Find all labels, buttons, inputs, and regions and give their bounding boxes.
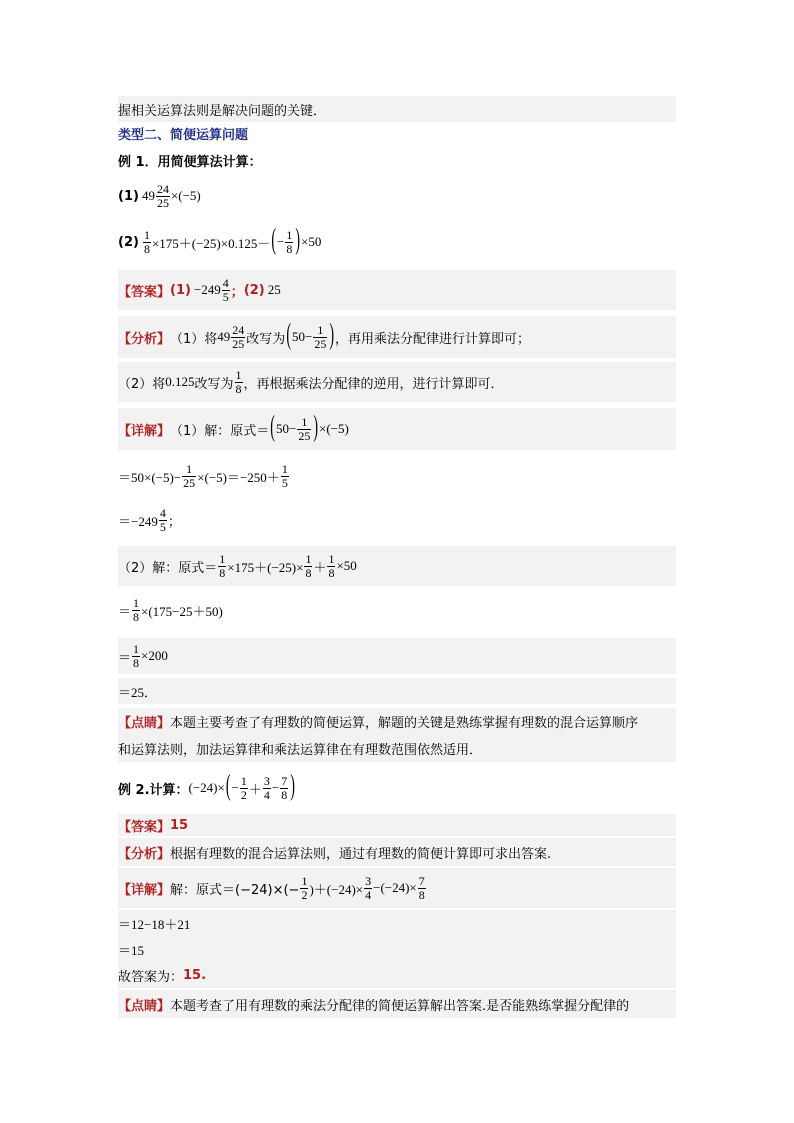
detail-line: ＝15	[118, 936, 676, 962]
fraction: $\frac{7}{8}$	[418, 873, 425, 902]
detail-line: ＝50×(−5)− $\frac{1}{25}$ ×(−5)＝−250＋ $\frac{1}{5}$	[118, 461, 288, 490]
analysis-line: 【分析】 （1）将 49 $\frac{24}{25}$ 改写为 ( 50− $\frac{1}{25}$ ) ，再用乘法分配律进行计算即可；	[118, 316, 676, 358]
detail-line: 【详解】 （1）解：原式＝ ( 50− $\frac{1}{25}$ ) ×(−5)	[118, 408, 676, 450]
fraction: $\frac{1}{8}$	[305, 551, 312, 580]
detail-line: 【详解】 解：原式＝(−24)×(− $\frac{1}{2}$ )＋(−24)× $\frac{3}{4}$ −(−24)× $\frac{7}{8}$	[118, 868, 676, 908]
fraction: $\frac{1}{5}$	[281, 461, 288, 490]
fraction: $\frac{1}{8}$	[143, 227, 150, 256]
problem-1: (1) 49 $\frac{24}{25}$ ×(−5)	[118, 181, 201, 210]
fraction: $\frac{3}{4}$	[365, 873, 372, 902]
example-heading: 例 1．用简便算法计算：	[118, 154, 262, 170]
fraction: $\frac{1}{25}$	[314, 322, 327, 351]
fraction: $\frac{1}{8}$	[219, 551, 226, 580]
detail-line: （2）解：原式＝ $\frac{1}{8}$ ×175＋(−25)× $\frac{1}{8}$ ＋ $\frac{1}{8}$ ×50	[118, 546, 676, 586]
analysis-line: （2）将 0.125 改写为 $\frac{1}{8}$ ，再根据乘法分配律的逆用，进行计算即可．	[118, 362, 676, 402]
fraction: $\frac{1}{8}$	[133, 595, 140, 624]
fraction: $\frac{1}{2}$	[301, 873, 308, 902]
fraction: $\frac{24}{25}$	[156, 181, 169, 210]
comment-line: 【点睛】 本题考查了用有理数的乘法分配律的简便运算解出答案.是否能熟练掌握分配律的	[118, 990, 676, 1018]
comment-line: 【点睛】 本题主要考查了有理数的简便运算，解题的关键是熟练掌握有理数的混合运算顺序	[118, 708, 676, 734]
analysis-line: 【分析】 根据有理数的混合运算法则，通过有理数的简便计算即可求出答案.	[118, 838, 676, 866]
fraction: $\frac{4}{5}$	[159, 505, 166, 534]
fraction: $\frac{4}{5}$	[222, 275, 229, 304]
detail-line: ＝−249 $\frac{4}{5}$ ；	[118, 505, 181, 534]
section-title: 类型二、简便运算问题	[118, 127, 249, 143]
fraction: $\frac{1}{8}$	[133, 641, 140, 670]
fraction: $\frac{1}{8}$	[286, 227, 293, 256]
fraction: $\frac{3}{4}$	[263, 773, 270, 802]
answer-line: 【答案】 15	[118, 814, 676, 836]
text-line: 握相关运算法则是解决问题的关键．	[118, 96, 676, 122]
fraction: $\frac{24}{25}$	[232, 322, 245, 351]
detail-line: ＝25．	[118, 678, 676, 704]
fraction: $\frac{1}{8}$	[328, 551, 335, 580]
fraction: $\frac{1}{25}$	[183, 461, 196, 490]
fraction: $\frac{7}{8}$	[281, 773, 288, 802]
fraction: $\frac{1}{8}$	[235, 367, 242, 396]
fraction: $\frac{1}{25}$	[298, 414, 311, 443]
detail-line: ＝ $\frac{1}{8}$ ×(175−25＋50)	[118, 595, 223, 624]
example-heading: 例 2.计算： (−24)× ( − $\frac{1}{2}$ ＋ $\frac{3}{4}$ − $\frac{7}{8}$ )	[118, 771, 295, 803]
comment-line: 和运算法则，加法运算律和乘法运算律在有理数范围依然适用．	[118, 734, 676, 762]
fraction: $\frac{1}{2}$	[240, 773, 247, 802]
conclusion-line: 故答案为： 15.	[118, 962, 676, 988]
problem-2: (2) $\frac{1}{8}$ ×175＋(−25)×0.125－ ( − $\frac{1}{8}$ ) ×50	[118, 225, 322, 257]
answer-line: 【答案】 (1) −249 $\frac{4}{5}$ ； (2) 25	[118, 270, 676, 310]
detail-line: ＝ $\frac{1}{8}$ ×200	[118, 638, 676, 674]
detail-line: ＝12−18＋21	[118, 910, 676, 936]
